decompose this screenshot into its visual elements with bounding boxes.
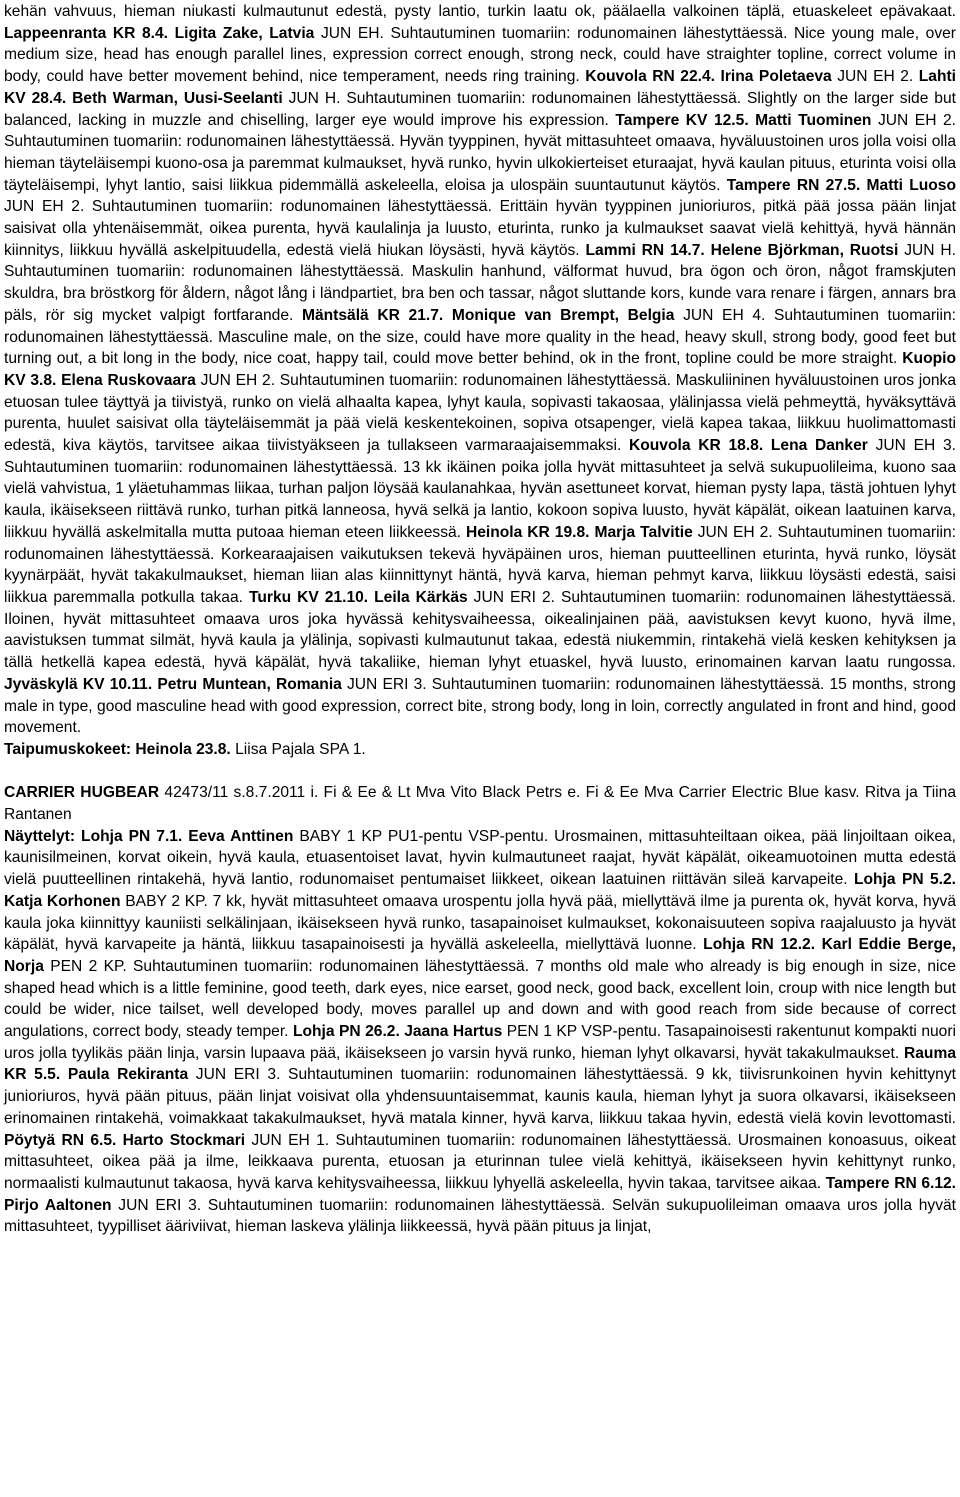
- text-run: JUN EH 2. Suhtautuminen tuomariin: rodunomainen lähestyttäessä. Maskuliininen hyväluustoinen uros jonka etuosan tulee täyttyä ja tiivistyä, runko on vielä alhaalta kapea, lyhyt kaula, sopivasti takaosaa, ylälinjassa vielä pehmeyttä, hyväksyttävä purenta, huulet saisivat olla täyteläisemmät ja pää vielä keskentekoinen, sopiva otsapenger, vielä kapea takaa, liikkuu huolimattomasti edestä, kiva käytös, tarvitsee aikaa tiivistyäkseen ja tullakseen varmaraajaisemmaksi.: [4, 371, 957, 455]
- text-run: JUN H. Suhtautuminen tuomariin: rodunomainen lähestyttäessä. Slightly on the larger side but balanced, lacking in muzzle and chiselling, larger eye would improve his expression.: [4, 89, 956, 129]
- paragraph-reviews-continued: [4, 1, 956, 739]
- bold-heading-run: Lammi RN 14.7. Helene Björkman, Ruotsi: [585, 241, 905, 259]
- bold-heading-run: CARRIER HUGBEAR: [4, 784, 165, 802]
- bold-heading-run: Lappeenranta KR 8.4. Ligita Zake, Latvia: [4, 24, 321, 42]
- text-run: BABY 2 KP. 7 kk, hyvät mittasuhteet omaava urospentu jolla hyvä pää, miellyttävä ilme ja purenta ok, hyvät korva, hyvä kaula joka kiinnittyy kauniisti selkälinjaan, ikäisekseen hyvä runko, tasapainoiset kulmaukset, kokonaisuuteen sopiva raajaluusto ja hyvät käpälät, hyvä karvapeite ja häntä, liikkuu tasapainoisesti ja hyvällä askeleella, miellyttävä luonne.: [4, 892, 956, 954]
- text-run: JUN EH 1. Suhtautuminen tuomariin: rodunomainen lähestyttäessä. Urosmainen konoasuus, oikeat mittasuhteet, oikea pää ja ilme, leikkaava purenta, etuosan ja eturinnan tulee vielä kehittyä, ikäisekseen hyvin kehittynyt runko, normaalisti kulmautunut takaosa, hyvä karva kehitysvaiheessa, liikkuu lyhyellä askeleella, hyvin takaa, tarvitsee aikaa.: [4, 1131, 956, 1192]
- text-run: JUN EH. Suhtautuminen tuomariin: rodunomainen lähestyttäessä. Nice young male, over medium size, head has enough parallel lines, expression correct enough, strong neck, could have straighter topline, correct volume in body, could have better movement behind, nice temperament, needs ring training.: [4, 24, 956, 86]
- text-run: JUN ERI 3. Suhtautuminen tuomariin: rodunomainen lähestyttäessä. 15 months, strong male in type, good masculine head with good expression, correct bite, strong body, long in loin, correctly angulated in front and hind, good movement.: [4, 675, 956, 737]
- bold-heading-run: Tampere KV 12.5. Matti Tuominen: [615, 111, 878, 129]
- bold-heading-run: Lohja RN 12.2. Karl Eddie Berge, Norja: [4, 936, 956, 975]
- text-run: BABY 1 KP PU1-pentu VSP-pentu. Urosmainen, mittasuhteiltaan oikea, pää linjoiltaan oikea, kaunisilmeinen, korvat oikein, hyvä kaula, etuasentoiset lavat, hyvin kulmautuneet raajat, hyvät käpälät, oikeamuotoinen mutta edestä vielä puutteellinen rintakehä, hyvä lantio, rodunomaiset pentumaiset liikkeet, oikean laatuinen riittävän sileä karvapeite.: [4, 827, 957, 889]
- text-run: 42473/11 s.8.7.2011 i. Fi & Ee & Lt Mva Vito Black Petrs e. Fi & Ee Mva Carrier Electric Blue kasv. Ritva ja Tiina Rantanen: [4, 784, 956, 823]
- bold-heading-run: Lohja PN 26.2. Jaana Hartus: [292, 1023, 507, 1041]
- text-run: JUN H. Suhtautuminen tuomariin: rodunomainen lähestyttäessä. Maskulin hanhund, välformat huvud, bra ögon och öron, något framskjuten skuldra, bra bröstkorg för åldern, något lång i ländpartiet, bra ben och tassar, något sluttande kors, kunde vara renare i färgen, annars bra päls, rör sig mycket valpigt fortfarande.: [4, 241, 956, 324]
- text-run: JUN ERI 2. Suhtautuminen tuomariin: rodunomainen lähestyttäessä. Iloinen, hyvät mittasuhteet omaava uros joka hyvässä kehitysvaiheessa, oikealinjainen pää, aavistuksen kevyt kuono, hyvä ilme, aavistuksen tummat silmät, hyvä kaula ja ylälinja, sopivasti kulmautunut takaa, edestä niukemmin, rintakehä vielä kesken kehityksen ja tällä hetkellä kapea edestä, hyvä käpälät, hyvä takaliike, hieman lyhyt etuaskel, hyvä luusto, erinomainen karvan laatu rungossa.: [4, 588, 956, 672]
- bold-heading-run: Tampere RN 27.5. Matti Luoso: [726, 176, 956, 194]
- text-run: PEN 2 KP. Suhtautuminen tuomariin: rodunomainen lähestyttäessä. 7 months old male who already is big enough in size, nice shaped head which is a little feminine, good teeth, dark eyes, nice earset, good neck, good back, excellent loin, croup with nice length but could be wider, nice tailset, well developed body, moves parallel up and down and with good reach from side because of correct angulations, correct body, steady temper.: [4, 957, 956, 1041]
- bold-heading-run: Taipumuskokeet: Heinola 23.8.: [4, 740, 236, 758]
- bold-heading-run: Pöytyä RN 6.5. Harto Stockmari: [4, 1131, 252, 1149]
- text-run: JUN ERI 3. Suhtautuminen tuomariin: rodunomainen lähestyttäessä. 9 kk, tiivisrunkoinen hyvin kehittynyt junioriuros, hyvä pään pituus, pään linjat voisivat olla yhdensuuntaisemmat, kaunis kaula, hieman lyhyt ja suora olkavarsi, ikäisekseen erinomainen rintakehä, voimakkaat takakulmaukset, hyvä matala kinner, hyvä karva, liikkuu takaa hyvin, edestä vielä kovin levottomasti.: [4, 1066, 956, 1127]
- text-run: JUN EH 2. Suhtautuminen tuomariin: rodunomainen lähestyttäessä. Hyvän tyyppinen, hyvät mittasuhteet omaava, hyväluustoinen uros jolla voisi olla hieman täyteläisempi kuono-osa ja paremmat kulmaukset, hyvä runko, hyvin ulkokierteiset eturaajat, hyvä kaulan pituus, eturinta voisi olla täyteläisempi, lyhyt lantio, saisi liikkua pidemmällä askeleella, eloisa ja ulospäin suuntautunut käytös.: [4, 111, 956, 194]
- bold-heading-run: Kouvola KR 18.8. Lena Danker: [629, 437, 876, 455]
- text-run: JUN EH 2.: [837, 68, 919, 86]
- bold-heading-run: Lohja PN 5.2. Katja Korhonen: [4, 871, 956, 910]
- text-run: JUN EH 2. Suhtautuminen tuomariin: rodunomainen lähestyttäessä. Korkearaajaisen vaikutuksen tekevä hyväpäinen uros, hieman puutteellinen eturinta, hyvä runko, löysät kyynärpäät, hyvät takakulmaukset, hieman liian alas kiinnittynyt häntä, hyvä karva, hieman pehmyt karva, liikkuu löysästi edestä, saisi liikkua paremmalla potkulla takaa.: [4, 523, 957, 606]
- text-run: JUN ERI 3. Suhtautuminen tuomariin: rodunomainen lähestyttäessä. Selvän sukupuolileiman omaava uros jolla hyvät mittasuhteet, tyypilliset ääriviivat, hieman laskeva ylälinja liikkeessä, hyvä pään pituus ja linjat,: [4, 1196, 957, 1236]
- bold-heading-run: Kouvola RN 22.4. Irina Poletaeva: [585, 68, 838, 86]
- paragraph-hunting-trials: [4, 739, 956, 761]
- paragraph-carrier-hugbear-header: [4, 782, 956, 825]
- text-run: Liisa Pajala SPA 1.: [235, 740, 366, 758]
- bold-heading-run: Turku KV 21.10. Leila Kärkäs: [248, 588, 474, 606]
- bold-heading-run: Lahti KV 28.4. Beth Warman, Uusi-Seelanti: [4, 68, 956, 107]
- bold-heading-run: Mäntsälä KR 21.7. Monique van Brempt, Belgia: [301, 306, 684, 324]
- bold-heading-run: Rauma KR 5.5. Paula Rekiranta: [4, 1044, 956, 1084]
- bold-heading-run: Näyttelyt: Lohja PN 7.1. Eeva Anttinen: [4, 827, 300, 845]
- bold-heading-run: Heinola KR 19.8. Marja Talvitie: [465, 523, 698, 541]
- text-run: JUN EH 4. Suhtautuminen tuomariin: rodunomainen lähestyttäessä. Masculine male, on the size, could have more quality in the head, heavy skull, strong body, good feet but turning out, a bit long in the body, nice coat, happy tail, could move better behind, ok in the front, topline could be more straight.: [4, 306, 956, 368]
- paragraph-carrier-hugbear-shows: [4, 826, 956, 1238]
- bold-heading-run: Jyväskylä KV 10.11. Petru Muntean, Romania: [4, 675, 347, 693]
- blank-line: [4, 761, 956, 783]
- text-run: kehän vahvuus, hieman niukasti kulmautunut edestä, pysty lantio, turkin laatu ok, päälaella valkoinen täplä, etuaskeleet epävakaat.: [4, 3, 956, 20]
- bold-heading-run: Kuopio KV 3.8. Elena Ruskovaara: [4, 350, 956, 389]
- text-run: PEN 1 KP VSP-pentu. Tasapainoisesti rakentunut kompakti nuori uros jolla tyylikäs pään linja, varsin lupaava pää, ikäisekseen jo varsin hyvä runko, hieman lyhyt olkavarsi, hyvät takakulmaukset.: [4, 1023, 957, 1062]
- bold-heading-run: Tampere RN 6.12. Pirjo Aaltonen: [4, 1174, 957, 1214]
- text-run: JUN EH 2. Suhtautuminen tuomariin: rodunomainen lähestyttäessä. Erittäin hyvän tyyppinen junioriuros, pitkä pää jossa pään linjat saisivat olla yhtenäisemmät, oikea purenta, hyvä kaulalinja ja luusto, eturinta, runko ja kulmaukset saavat vielä kehittyä, hyvä hännän kiinnitys, liikkuu hyvällä askelpituudella, edestä vielä hiukan löysästi, hyvä käytös.: [4, 198, 956, 259]
- text-run: JUN EH 3. Suhtautuminen tuomariin: rodunomainen lähestyttäessä. 13 kk ikäinen poika jolla hyvät mittasuhteet ja selvä sukupuolileima, kuono saa vielä vahvistua, 1 yläetuhammas liikaa, turhan paljon löysää kaulanahkaa, hyvän asettuneet korvat, hieman pysty lapa, tästä johtuen lyhyt kaula, ikäisekseen riittävä runko, turhan pitkä lanneosa, hyvä selkä ja lantio, kokoon sopiva luusto, hyvät käpälät, oikean laatuinen karva, liikkuu hyvällä askelmitalla mutta putoaa hieman eteen liikkeessä.: [4, 437, 956, 541]
